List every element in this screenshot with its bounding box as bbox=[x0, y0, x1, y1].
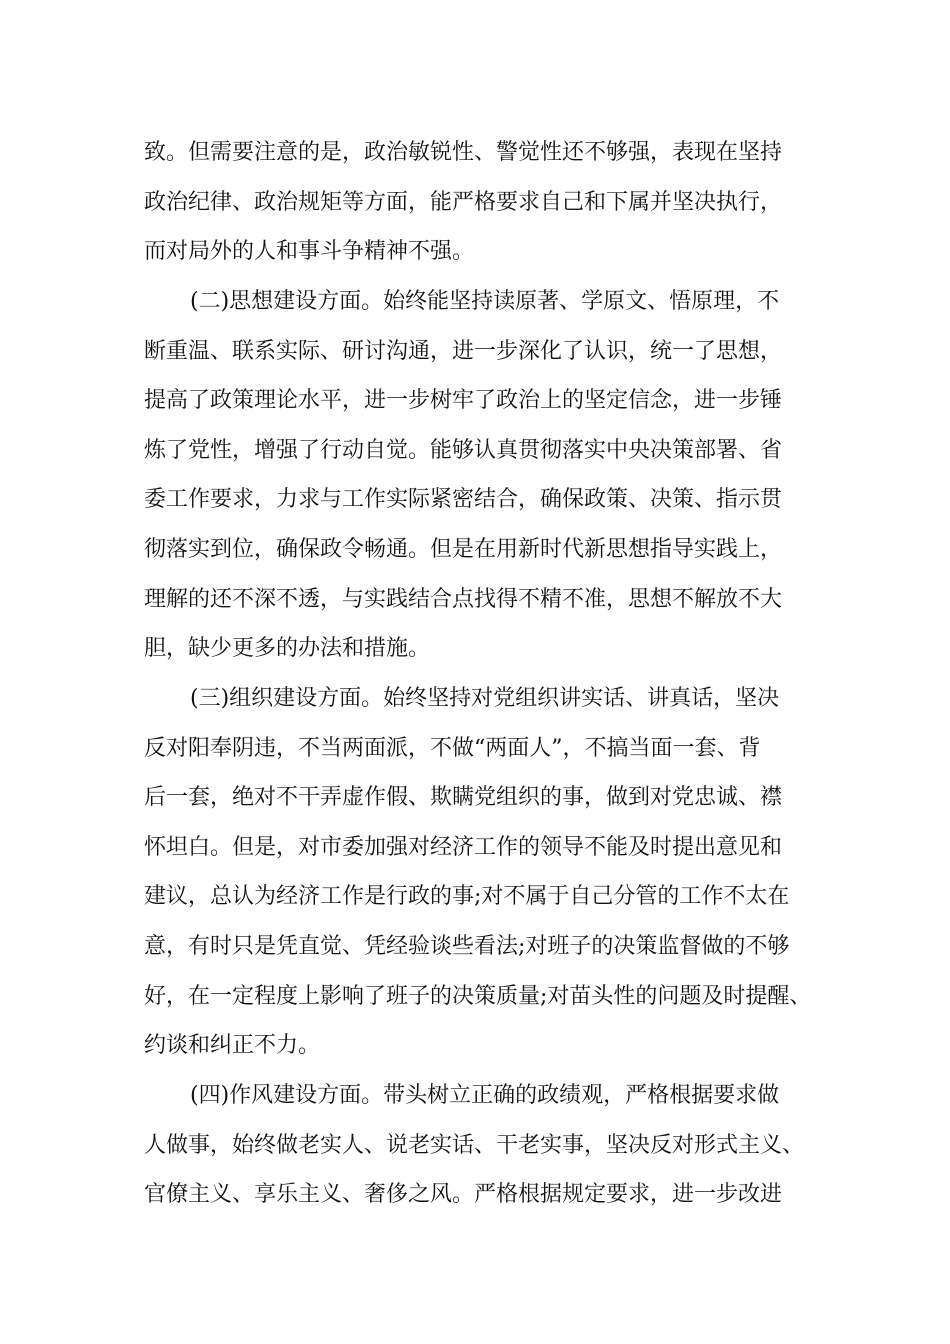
section-heading-line: (二)思想建设方面。始终能坚持读原著、学原文、悟原理，不 bbox=[190, 289, 780, 314]
text-line: 理解的还不深不透，与实践结合点找得不精不准，思想不解放不大 bbox=[144, 587, 783, 612]
text-line: 胆，缺少更多的办法和措施。 bbox=[144, 636, 431, 661]
text-line: 后一套，绝对不干弄虚作假、欺瞒党组织的事，做到对党忠诚、襟 bbox=[144, 785, 783, 810]
text-line: 政治纪律、政治规矩等方面，能严格要求自己和下属并坚决执行， bbox=[144, 190, 783, 215]
section-heading-line: (四)作风建设方面。带头树立正确的政绩观，严格根据要求做 bbox=[190, 1083, 780, 1108]
text-line: 彻落实到位，确保政令畅通。但是在用新时代新思想指导实践上， bbox=[144, 537, 783, 562]
section-heading-line: (三)组织建设方面。始终坚持对党组织讲实话、讲真话，坚决 bbox=[190, 686, 780, 711]
text-line: 反对阳奉阴违，不当两面派，不做“两面人”，不搞当面一套、背 bbox=[144, 736, 761, 761]
text-line: 建议，总认为经济工作是行政的事;对不属于自己分管的工作不太在 bbox=[144, 884, 790, 909]
text-line: 断重温、联系实际、研讨沟通，进一步深化了认识，统一了思想， bbox=[144, 339, 783, 364]
text-line: 约谈和纠正不力。 bbox=[144, 1033, 321, 1058]
text-line: 委工作要求，力求与工作实际紧密结合，确保政策、决策、指示贯 bbox=[144, 487, 783, 512]
text-line: 致。但需要注意的是，政治敏锐性、警觉性还不够强，表现在坚持 bbox=[144, 140, 783, 165]
text-line: 提高了政策理论水平，进一步树牢了政治上的坚定信念，进一步锤 bbox=[144, 388, 783, 413]
text-line: 好，在一定程度上影响了班子的决策质量;对苗头性的问题及时提醒、 bbox=[144, 984, 812, 1009]
text-line: 人做事，始终做老实人、说老实话、干老实事，坚决反对形式主义、 bbox=[144, 1133, 805, 1158]
text-line: 怀坦白。但是，对市委加强对经济工作的领导不能及时提出意见和 bbox=[144, 835, 783, 860]
text-line: 炼了党性，增强了行动自觉。能够认真贯彻落实中央决策部署、省 bbox=[144, 438, 783, 463]
text-line: 官僚主义、享乐主义、奢侈之风。严格根据规定要求，进一步改进 bbox=[144, 1182, 783, 1207]
text-line: 意，有时只是凭直觉、凭经验谈些看法;对班子的决策监督做的不够 bbox=[144, 934, 790, 959]
text-line: 而对局外的人和事斗争精神不强。 bbox=[144, 239, 475, 264]
